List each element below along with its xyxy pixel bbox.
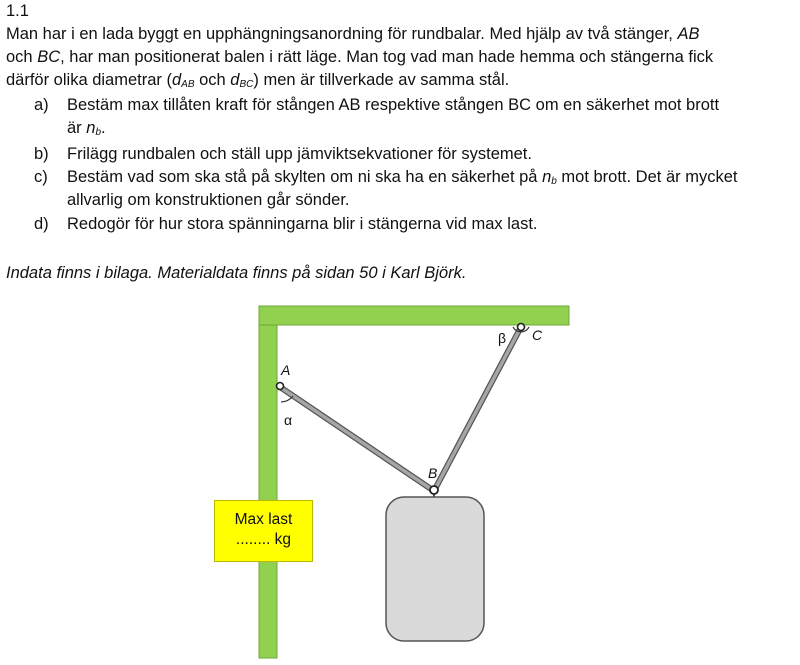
joint-b [430,486,438,494]
label-beta: β [498,330,507,346]
joint-a [277,383,284,390]
intro-line-3: därför olika diametrar ($d_{AB}$ och $d_{BC}$) men är tillverkade av samma stål. [6,71,510,90]
task-c-label: c) [34,168,48,186]
max-load-sign [214,500,313,562]
label-a: A [281,362,291,378]
joint-c [518,324,525,331]
task-b-line-1: Frilägg rundbalen och ställ upp jämviktsekvationer för systemet. [67,145,532,163]
horizontal-beam [259,306,569,325]
problem-number: 1.1 [6,2,29,20]
intro-line-1: Man har i en lada byggt en upphängningsanordning för rundbalar. Med hjälp av två stänger, AB [6,25,700,43]
rod-bc-fill [434,327,521,491]
label-c: C [532,327,543,343]
task-c-line-2: allvarlig om konstruktionen går sönder. [67,191,350,209]
task-b-label: b) [34,145,49,163]
task-a-label: a) [34,96,49,114]
label-alpha: α [284,412,293,428]
label-b: B [428,465,438,481]
task-a-line-1: Bestäm max tillåten kraft för stången AB respektive stången BC om en säkerhet mot brott [67,96,720,114]
task-c-line-1: Bestäm vad som ska stå på skylten om ni ska ha en säkerhet på $n_b$ mot brott. Det är mycket [67,168,738,187]
sign-title: Max last [234,511,293,528]
rod-ab-fill [280,387,434,491]
task-a-line-2: är $n_b$. [67,119,106,138]
task-d-label: d) [34,215,49,233]
task-d-line-1: Redogör för hur stora spänningarna blir i stängerna vid max last. [67,215,538,233]
round-bale [386,497,484,641]
note-text: Indata finns i bilaga. Materialdata finns på sidan 50 i Karl Björk. [6,264,467,282]
intro-line-2: och BC, har man positionerat balen i rätt läge. Man tog vad man hade hemma och stängerna fick [6,48,714,66]
sign-value: ........ kg [235,531,292,548]
vertical-post [259,306,277,658]
